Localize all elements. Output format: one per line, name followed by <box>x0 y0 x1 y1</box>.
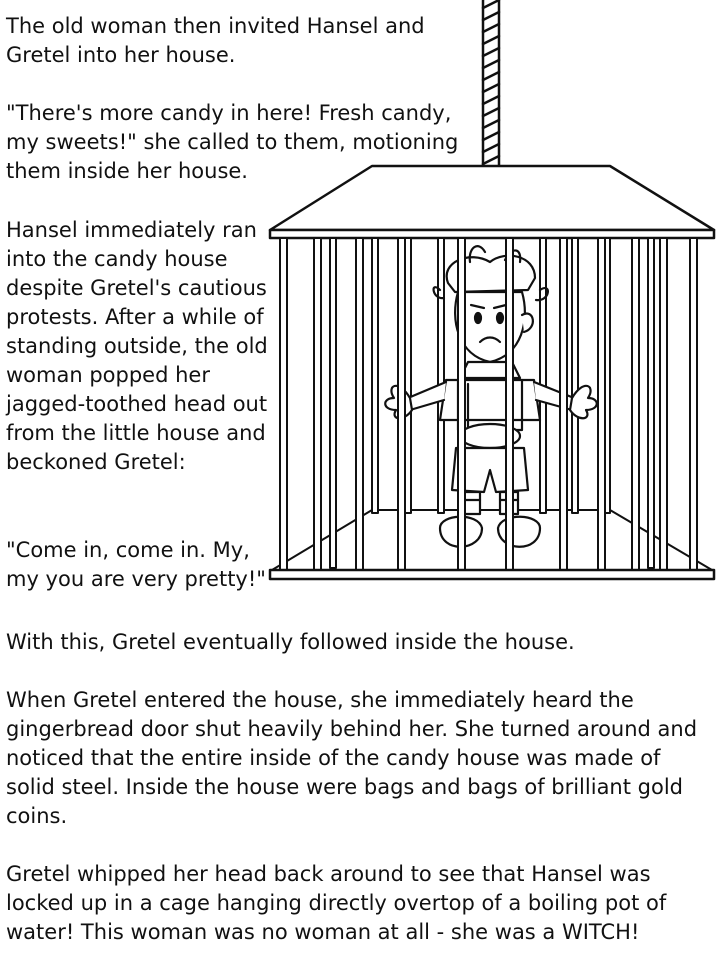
story-paragraph-6: When Gretel entered the house, she immediately heard the gingerbread door shut heavily behind her. She turned around and noticed that the entire inside of the candy house was made of solid steel. Inside the house were bags and bags of brilliant gold coins. <box>6 688 698 828</box>
story-paragraph-5: With this, Gretel eventually followed inside the house. <box>6 630 575 654</box>
cage-floor <box>272 510 712 570</box>
cage-base-rim <box>270 570 714 579</box>
story-paragraph-1: The old woman then invited Hansel and Gretel into her house. <box>6 14 425 67</box>
hanging-cage-illustration <box>264 0 720 590</box>
story-paragraph-2: "There's more candy in here! Fresh candy, my sweets!" she called to them, motioning them inside her house. <box>6 101 459 183</box>
story-paragraph-4: "Come in, come in. My, my you are very pretty!" <box>6 538 266 591</box>
shirt <box>440 380 540 420</box>
story-paragraph-7: Gretel whipped her head back around to see that Hansel was locked up in a cage hanging directly overtop of a boiling pot of water! This woman was no woman at all - she was a WITCH! <box>6 862 667 944</box>
cage-top-rim <box>270 230 714 238</box>
cage-roof <box>270 166 714 230</box>
story-paragraph-3: Hansel immediately ran into the candy house despite Gretel's cautious protests. After a while of standing outside, the old woman popped her jagged-toothed head out from the little house and beckoned Gretel: <box>6 218 268 474</box>
right-shoe <box>498 517 540 547</box>
